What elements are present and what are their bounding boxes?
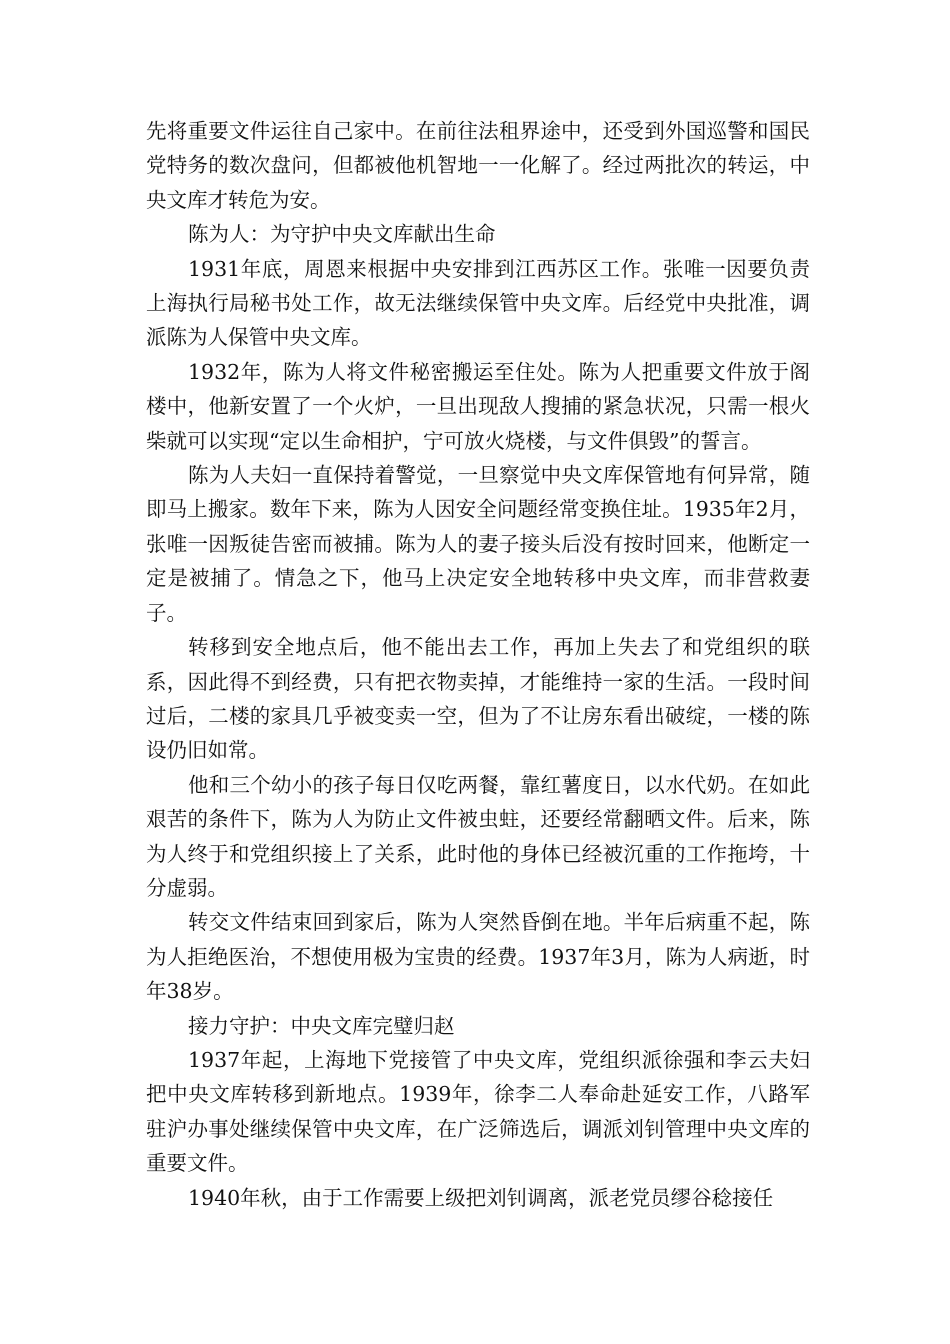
section-heading-chen-weiren: 陈为人：为守护中央文库献出生命 <box>188 222 496 247</box>
paragraph: 1937年起，上海地下党接管了中央文库，党组织派徐强和李云夫妇把中央文库转移到新地点。1939年，徐李二人奉命赴延安工作，八路军驻沪办事处继续保管中央文库，在广泛筛选后，调派刘钊管理中央文库的重要文件。 <box>146 1047 810 1176</box>
paragraph: 陈为人夫妇一直保持着警觉，一旦察觉中央文库保管地有何异常，随即马上搬家。数年下来，陈为人因安全问题经常变换住址。1935年2月，张唯一因叛徒告密而被捕。陈为人的妻子接头后没有按时回来，他断定一定是被捕了。情急之下，他马上决定安全地转移中央文库，而非营救妻子。 <box>146 463 810 625</box>
paragraph-continued: 先将重要文件运往自己家中。在前往法租界途中，还受到外国巡警和国民党特务的数次盘问，但都被他机智地一一化解了。经过两批次的转运，中央文库才转危为安。 <box>146 119 810 212</box>
document-body <box>146 114 810 1215</box>
paragraph: 他和三个幼小的孩子每日仅吃两餐，靠红薯度日，以水代奶。在如此艰苦的条件下，陈为人为防止文件被虫蛀，还要经常翻晒文件。后来，陈为人终于和党组织接上了关系，此时他的身体已经被沉重的工作拖垮，十分虚弱。 <box>146 772 810 900</box>
section-heading-relay-guard: 接力守护：中央文库完璧归赵 <box>188 1013 455 1038</box>
paragraph: 1940年秋，由于工作需要上级把刘钊调离，派老党员缪谷稔接任 <box>188 1185 774 1210</box>
paragraph: 1931年底，周恩来根据中央安排到江西苏区工作。张唯一因要负责上海执行局秘书处工作，故无法继续保管中央文库。后经党中央批准，调派陈为人保管中央文库。 <box>146 256 810 350</box>
paragraph: 转交文件结束回到家后，陈为人突然昏倒在地。半年后病重不起，陈为人拒绝医治，不想使用极为宝贵的经费。1937年3月，陈为人病逝，时年38岁。 <box>146 910 810 1004</box>
paragraph: 转移到安全地点后，他不能出去工作，再加上失去了和党组织的联系，因此得不到经费，只有把衣物卖掉，才能维持一家的生活。一段时间过后，二楼的家具几乎被变卖一空，但为了不让房东看出破绽，一楼的陈设仍旧如常。 <box>146 635 810 763</box>
paragraph: 1932年，陈为人将文件秘密搬运至住处。陈为人把重要文件放于阁楼中，他新安置了一个火炉，一旦出现敌人搜捕的紧急状况，只需一根火柴就可以实现“定以生命相护，宁可放火烧楼，与文件俱毁”的誓言。 <box>146 359 810 453</box>
